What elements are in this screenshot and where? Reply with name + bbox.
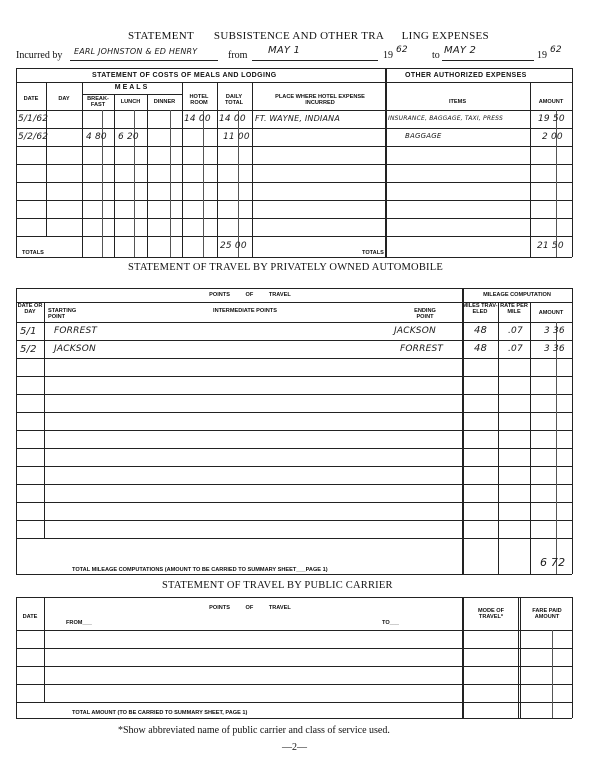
col-fare-paid: FARE PAID AMOUNT	[532, 608, 562, 620]
page-number: —2—	[282, 742, 307, 753]
row-date: 5/1/62	[18, 114, 49, 124]
col-rate-per-mile: RATE PER MILE	[500, 303, 528, 315]
row-date: 5/2	[20, 344, 37, 355]
col-dinner: DINNER	[153, 99, 176, 105]
meals-group-label: MEALS	[114, 84, 150, 91]
mileage-total-label: TOTAL MILEAGE COMPUTATIONS (AMOUNT TO BE CARRIED TO SUMMARY SHEET___PAGE 1)	[72, 567, 328, 573]
col-date: DATE	[23, 96, 39, 102]
year-2: 62	[550, 45, 562, 55]
col-mode-of-travel: MODE OF TRAVEL*	[477, 608, 505, 620]
col-to: TO___	[382, 620, 399, 626]
totals-label-2: TOTALS	[362, 250, 384, 256]
col-place: PLACE WHERE HOTEL EXPENSE INCURRED	[275, 94, 365, 106]
row-miles: 48	[474, 325, 488, 336]
mileage-computation-label: MILEAGE COMPUTATION	[483, 292, 551, 298]
row-end: JACKSON	[394, 326, 436, 336]
row-rate: .07	[508, 344, 523, 354]
col-day: DAY	[58, 96, 70, 102]
title-part-1: STATEMENT	[128, 30, 194, 42]
col-miles-traveled: MILES TRAV-ELED	[462, 303, 498, 315]
points-of-travel: POINTS OF TRAVEL	[209, 292, 291, 298]
footnote: *Show abbreviated name of public carrier and class of service used.	[118, 725, 390, 736]
row-amount: 2 00	[542, 132, 563, 142]
row-amount: 3 36	[544, 344, 565, 354]
form-title	[128, 30, 489, 42]
col-daily-total: DAILY TOTAL	[224, 94, 244, 106]
row-lunch: 6 20	[118, 132, 139, 142]
from-label: from	[228, 50, 248, 61]
col-from: FROM___	[66, 620, 92, 626]
col-date-or-day: DATE OR DAY	[17, 303, 43, 315]
col-mileage-amount: AMOUNT	[538, 310, 564, 316]
mileage-total-amount: 6 72	[540, 556, 566, 569]
auto-section-title: STATEMENT OF TRAVEL BY PRIVATELY OWNED AUTOMOBILE	[128, 262, 443, 273]
row-date: 5/2/62	[18, 132, 49, 142]
row-start: FORREST	[54, 326, 98, 336]
year-prefix-2: 19	[537, 50, 547, 61]
col-intermediate-points: INTERMEDIATE POINTS	[213, 308, 277, 314]
col-items: ITEMS	[448, 99, 467, 105]
row-hotel: 14 00	[184, 114, 211, 124]
to-label: to	[432, 50, 440, 61]
public-section-title: STATEMENT OF TRAVEL BY PUBLIC CARRIER	[162, 580, 393, 591]
row-items: BAGGAGE	[405, 132, 442, 140]
to-date: MAY 2	[444, 45, 477, 56]
other-expenses-title: OTHER AUTHORIZED EXPENSES	[405, 72, 527, 79]
title-part-2: SUBSISTENCE AND OTHER TRA	[213, 30, 384, 42]
row-amount: 3 36	[544, 326, 565, 336]
row-place: FT. WAYNE, INDIANA	[255, 114, 341, 123]
row-rate: .07	[508, 326, 523, 336]
row-items: INSURANCE, BAGGAGE, TAXI, PRESS	[388, 115, 503, 122]
meals-section-title: STATEMENT OF COSTS OF MEALS AND LODGING	[92, 72, 277, 79]
row-breakfast: 4 80	[86, 132, 107, 142]
points-of-travel: POINTS OF TRAVEL	[209, 605, 291, 611]
row-amount: 19 50	[538, 114, 565, 124]
row-end: FORREST	[400, 344, 444, 354]
totals-daily: 25 00	[220, 241, 247, 251]
totals-label: TOTALS	[22, 250, 44, 256]
public-total-label: TOTAL AMOUNT (TO BE CARRIED TO SUMMARY SHEET, PAGE 1)	[72, 710, 248, 716]
col-ending-point: ENDING POINT	[414, 308, 436, 320]
year-1: 62	[396, 45, 408, 55]
incurred-by-label: Incurred by	[16, 50, 63, 61]
title-part-3: LING EXPENSES	[401, 30, 489, 42]
year-prefix-1: 19	[383, 50, 393, 61]
row-daily: 14 00	[219, 114, 246, 124]
from-date: MAY 1	[268, 45, 301, 56]
col-starting-point: STARTING POINT	[48, 308, 77, 320]
col-breakfast: BREAK-FAST	[87, 96, 109, 108]
incurred-by-value: EARL JOHNSTON & ED HENRY	[74, 47, 198, 56]
col-amount: AMOUNT	[538, 99, 564, 105]
row-daily: 11 00	[223, 132, 250, 142]
col-lunch: LUNCH	[120, 99, 141, 105]
row-date: 5/1	[20, 326, 37, 337]
totals-amount: 21 50	[537, 241, 564, 251]
row-miles: 48	[474, 343, 488, 354]
col-hotel-room: HOTEL ROOM	[189, 94, 209, 106]
row-start: JACKSON	[54, 344, 96, 354]
col-date: DATE	[22, 614, 38, 620]
